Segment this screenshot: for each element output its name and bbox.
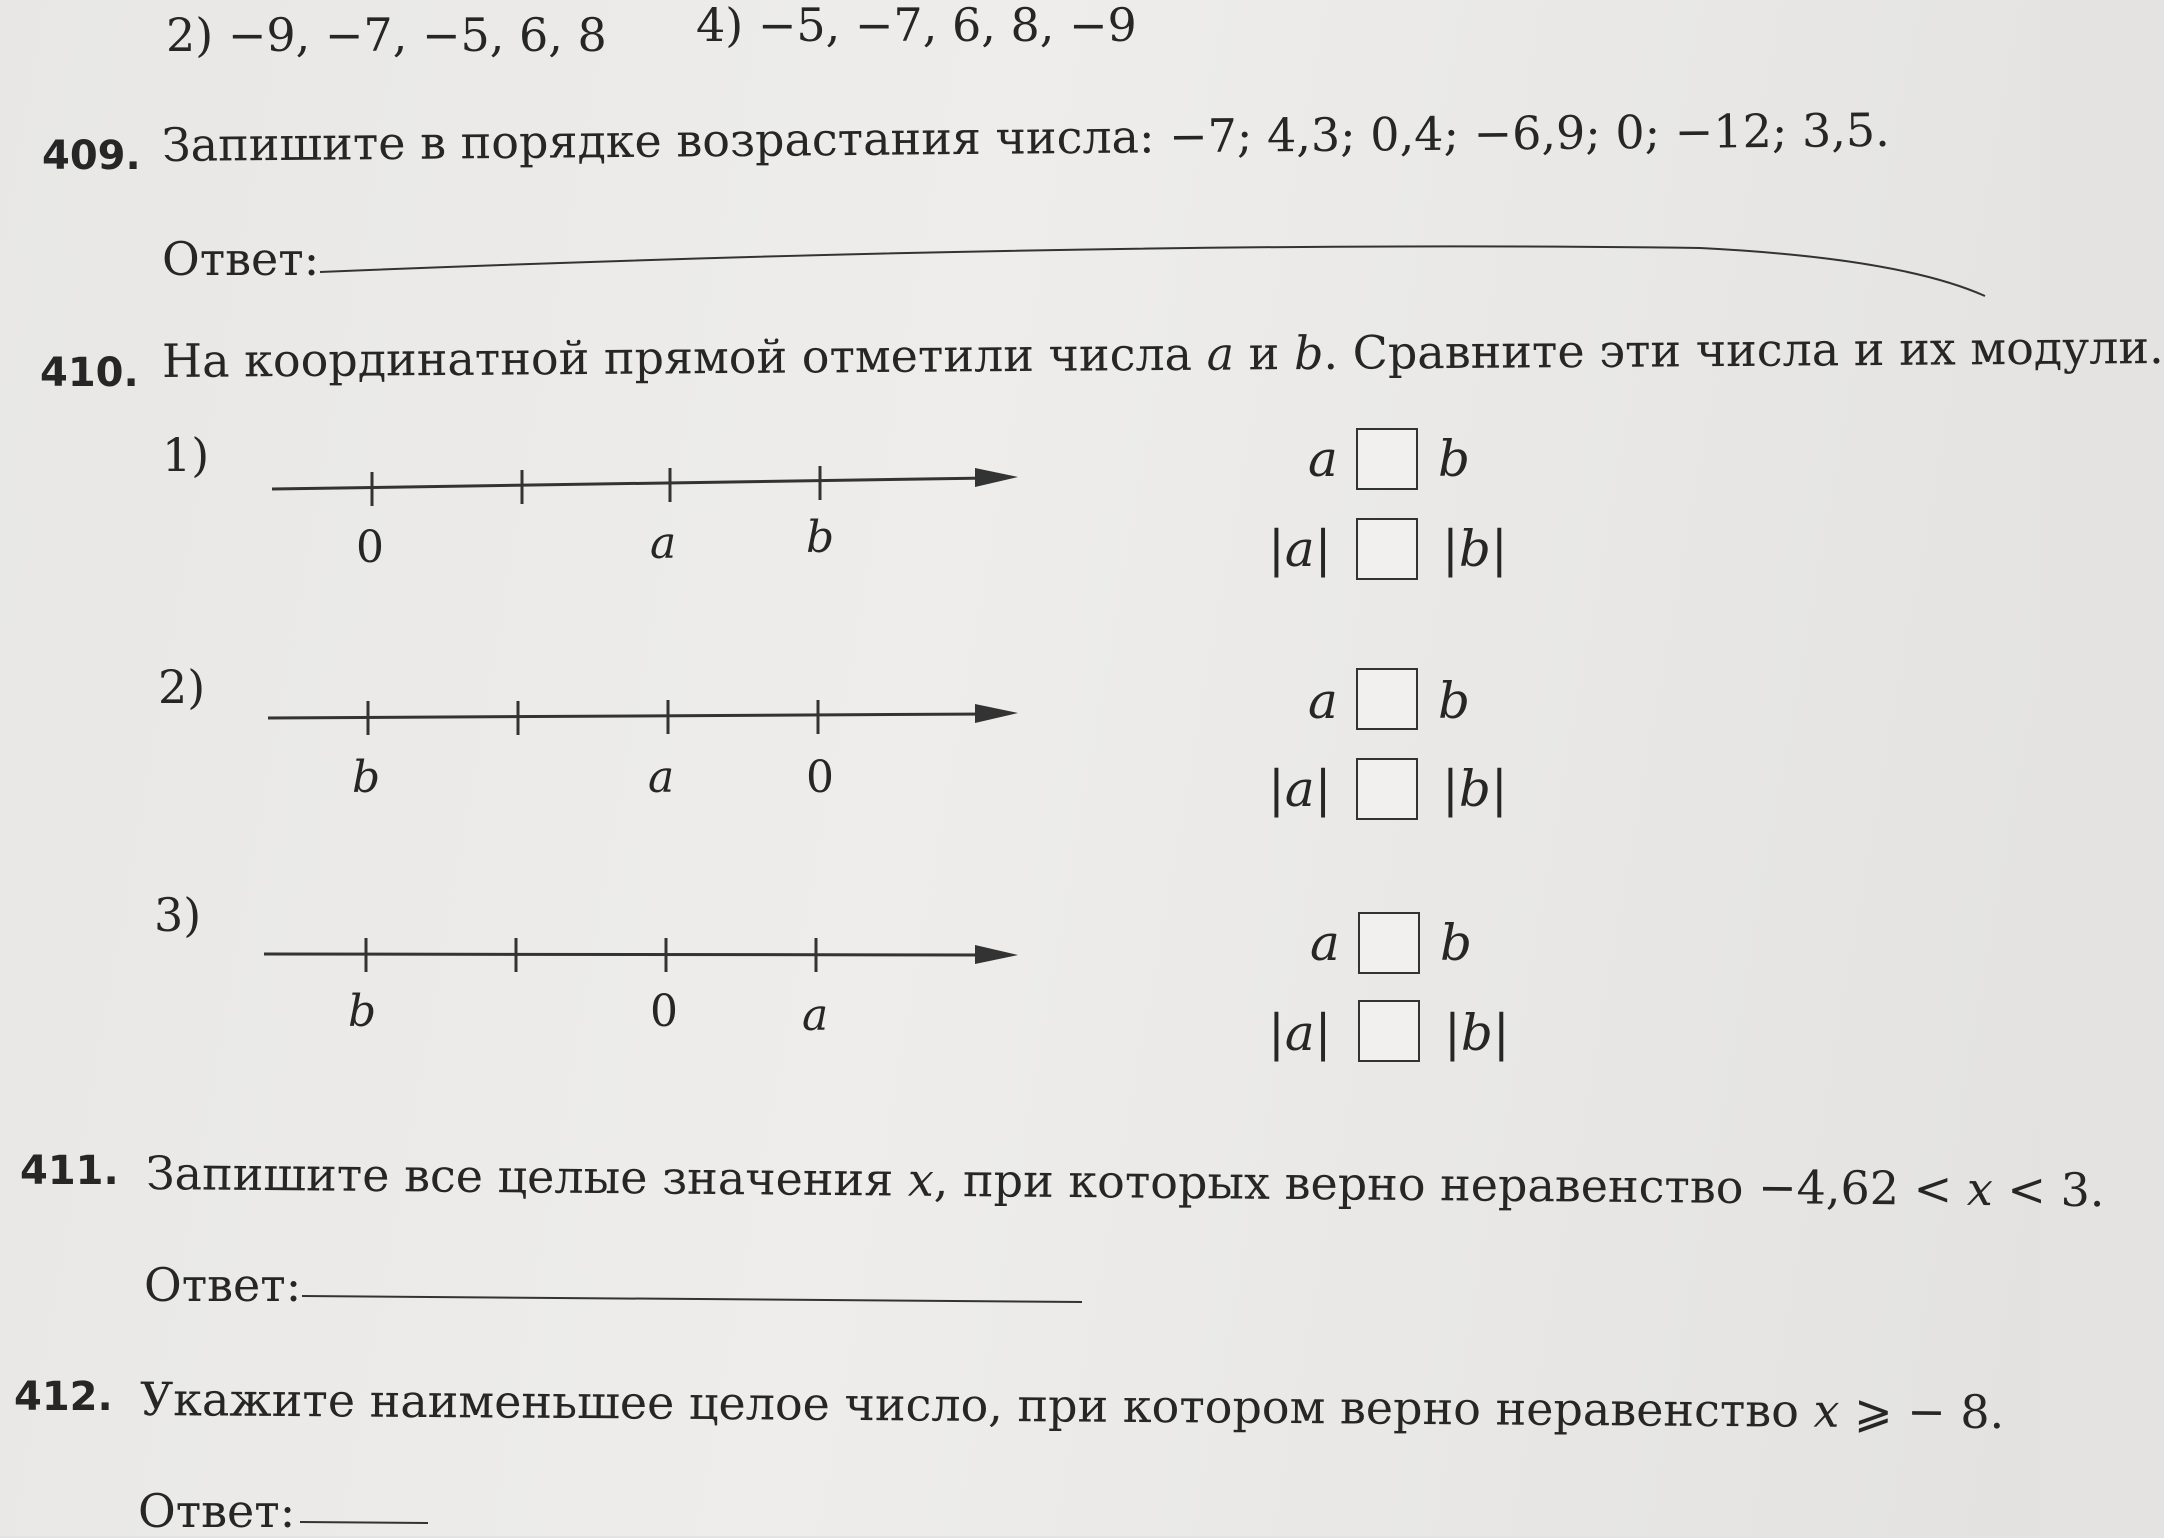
task-410-number: 410. (40, 350, 139, 396)
item-2-cmp1-left: a (1308, 672, 1338, 730)
task-410-text-part1: На координатной прямой отметили числа (161, 326, 1207, 388)
item-2-tick-label-1: b (352, 752, 381, 803)
task-410-var-a: a (1206, 326, 1235, 381)
task-411-answer-label: Ответ: (144, 1258, 302, 1312)
task-410-text-and: и (1233, 326, 1295, 381)
task-412-text-part2: ⩾ − 8. (1839, 1383, 2005, 1440)
item-1-tick-label-4: b (806, 512, 835, 563)
item-2-cmp2-right: |b| (1442, 760, 1508, 818)
task-411-text-part2: , при которых верно неравенство −4,62 < (933, 1152, 1968, 1216)
task-410-text-part2: . Сравните эти числа и их модули. (1323, 320, 2164, 380)
item-2-cmp2-left: |a| (1268, 760, 1332, 818)
item-1-cmp1-right: b (1438, 430, 1471, 488)
item-2-cmp1-right: b (1438, 672, 1471, 730)
task-410-var-b: b (1293, 325, 1324, 381)
task-411-text-part3: < 3. (1992, 1162, 2105, 1218)
task-412-var-x: x (1813, 1383, 1840, 1438)
item-2-label: 2) (158, 660, 206, 714)
task-412-answer-label: Ответ: (138, 1484, 296, 1538)
task-409-answer-label: Ответ: (162, 232, 320, 286)
item-1-tick-label-3: a (650, 518, 677, 569)
task-412-number: 412. (14, 1374, 113, 1420)
item-1-cmp2-left: |a| (1268, 520, 1332, 578)
task-409-number: 409. (42, 133, 141, 179)
item-3-cmp2-left: |a| (1268, 1004, 1332, 1062)
option-4: 4) −5, −7, 6, 8, −9 (696, 0, 1137, 52)
item-3-cmp2-right: |b| (1444, 1004, 1510, 1062)
item-1-cmp1-left: a (1308, 430, 1338, 488)
item-3-cmp1-right: b (1440, 914, 1473, 972)
task-411-var-x: x (907, 1152, 935, 1207)
item-1-label: 1) (162, 428, 210, 482)
item-3-label: 3) (154, 888, 202, 942)
task-411-number: 411. (20, 1148, 119, 1194)
task-411-var-x2: x (1966, 1161, 1994, 1217)
task-411-text-part1: Запишите все целые значения (145, 1146, 909, 1207)
task-409-text: Запишите в порядке возрастания числа: −7; 4,3; 0,4; −6,9; 0; −12; 3,5. (161, 102, 1890, 172)
task-412-text-part1: Укажите наименьшее целое число, при котором верно неравенство (139, 1372, 1814, 1438)
item-2-tick-label-3: a (648, 752, 675, 803)
item-3-tick-label-3: 0 (650, 986, 678, 1037)
item-1-cmp2-right: |b| (1442, 520, 1508, 578)
item-3-cmp1-left: a (1310, 914, 1340, 972)
item-3-tick-label-4: a (802, 990, 829, 1041)
item-3-tick-label-1: b (348, 986, 377, 1037)
option-2: 2) −9, −7, −5, 6, 8 (166, 8, 607, 62)
item-1-tick-label-1: 0 (356, 522, 384, 573)
item-2-tick-label-4: 0 (806, 752, 834, 803)
